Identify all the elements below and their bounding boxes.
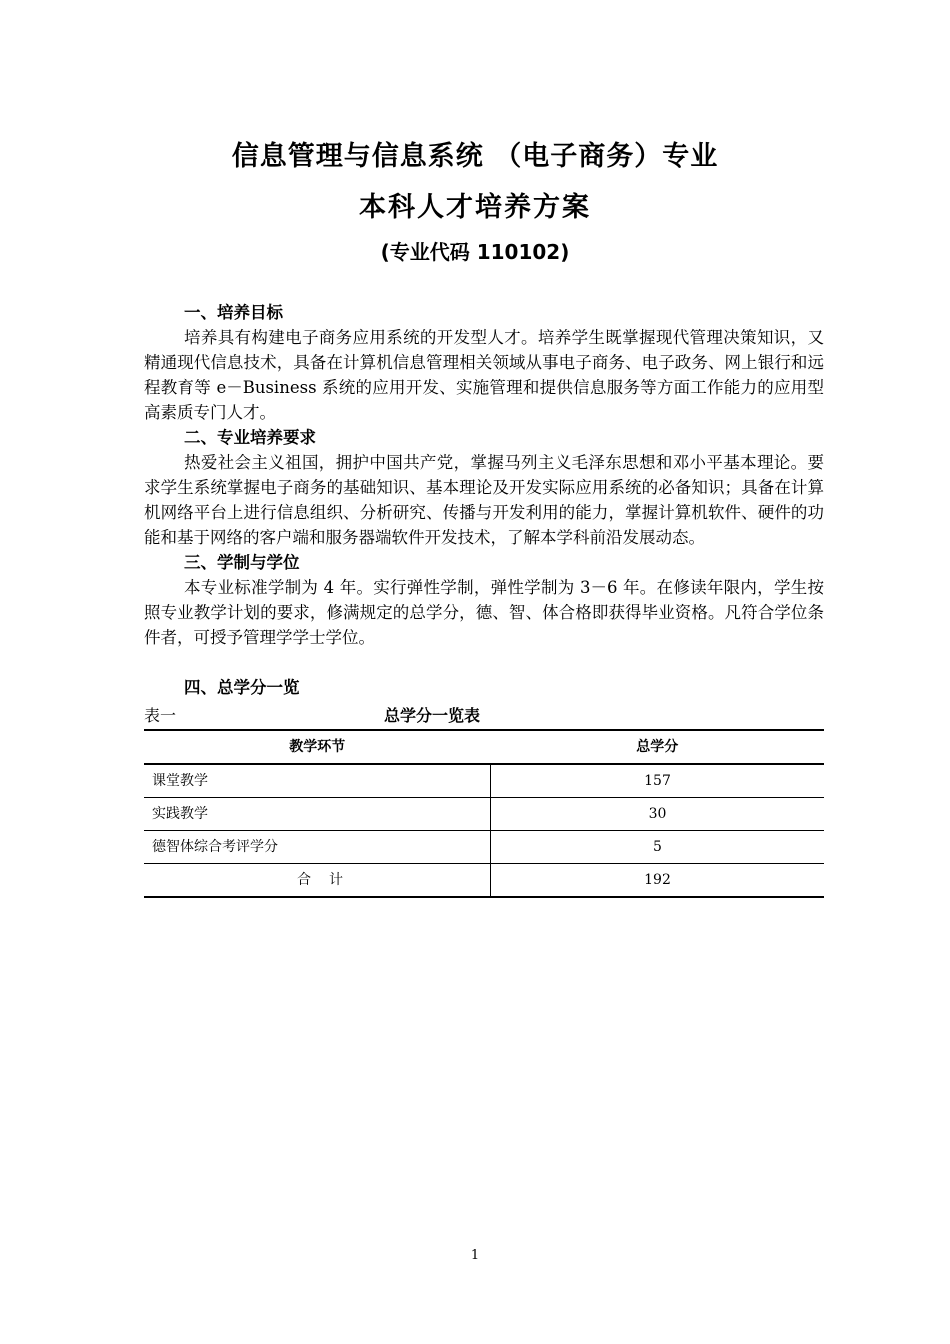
row-item: 课堂教学: [144, 764, 491, 798]
total-credits: 192: [644, 871, 671, 888]
row-item: 实践教学: [144, 798, 491, 831]
section-heading-credits: 四、总学分一览: [184, 678, 300, 697]
section-text-requirements: 热爱社会主义祖国，拥护中国共产党，掌握马列主义毛泽东思想和邓小平基本理论。要求学生系统掌握电子商务的基础知识、基本理论及开发实际应用系统的必备知识；具备在计算机网络平台上进行信息组织、分析研究、传播与开发利用的能力，掌握计算机软件、硬件的功能和基于网络的客户端和服务器端软件开发技术，了解本学科前沿发展动态。: [144, 453, 824, 547]
credits-table: [144, 729, 824, 898]
row-credits: 5: [491, 831, 825, 864]
section-heading-requirements: 二、专业培养要求: [184, 428, 316, 447]
section-heading-goal: 一、培养目标: [184, 303, 283, 322]
row-credits: 157: [491, 764, 825, 798]
table-header-row: [144, 730, 824, 764]
table-row: [144, 831, 824, 864]
table-caption: [144, 703, 824, 729]
column-header-credits: 总学分: [491, 730, 825, 764]
row-item: 德智体综合考评学分: [144, 831, 491, 864]
table-total-row: [144, 864, 824, 898]
row-credits: 30: [491, 798, 825, 831]
table-label: 表一: [144, 706, 177, 725]
document-title: 信息管理与信息系统 （电子商务）专业: [231, 141, 719, 172]
section-text-duration: 本专业标准学制为 4 年。实行弹性学制，弹性学制为 3－6 年。在修读年限内，学生按照专业教学计划的要求，修满规定的总学分，德、智、体合格即获得毕业资格。凡符合学位条件者，可授予管理学学士学位。: [144, 578, 824, 647]
column-header-item: 教学环节: [144, 730, 491, 764]
section-text-goal: 培养具有构建电子商务应用系统的开发型人才。培养学生既掌握现代管理决策知识，又精通现代信息技术，具备在计算机信息管理相关领域从事电子商务、电子政务、网上银行和远程教育等 e－Business 系统的应用开发、实施管理和提供信息服务等方面工作能力的应用型高素质专门人才。: [144, 328, 824, 422]
major-code: (专业代码 110102): [380, 240, 570, 264]
document-subtitle: 本科人才培养方案: [359, 192, 591, 223]
document-body: [144, 300, 824, 898]
table-title: 总学分一览表: [384, 706, 481, 725]
page-number: 1: [470, 1248, 480, 1263]
total-label: 合 计: [144, 864, 491, 898]
table-row: [144, 798, 824, 831]
table-row: [144, 764, 824, 798]
section-heading-duration: 三、学制与学位: [184, 553, 300, 572]
